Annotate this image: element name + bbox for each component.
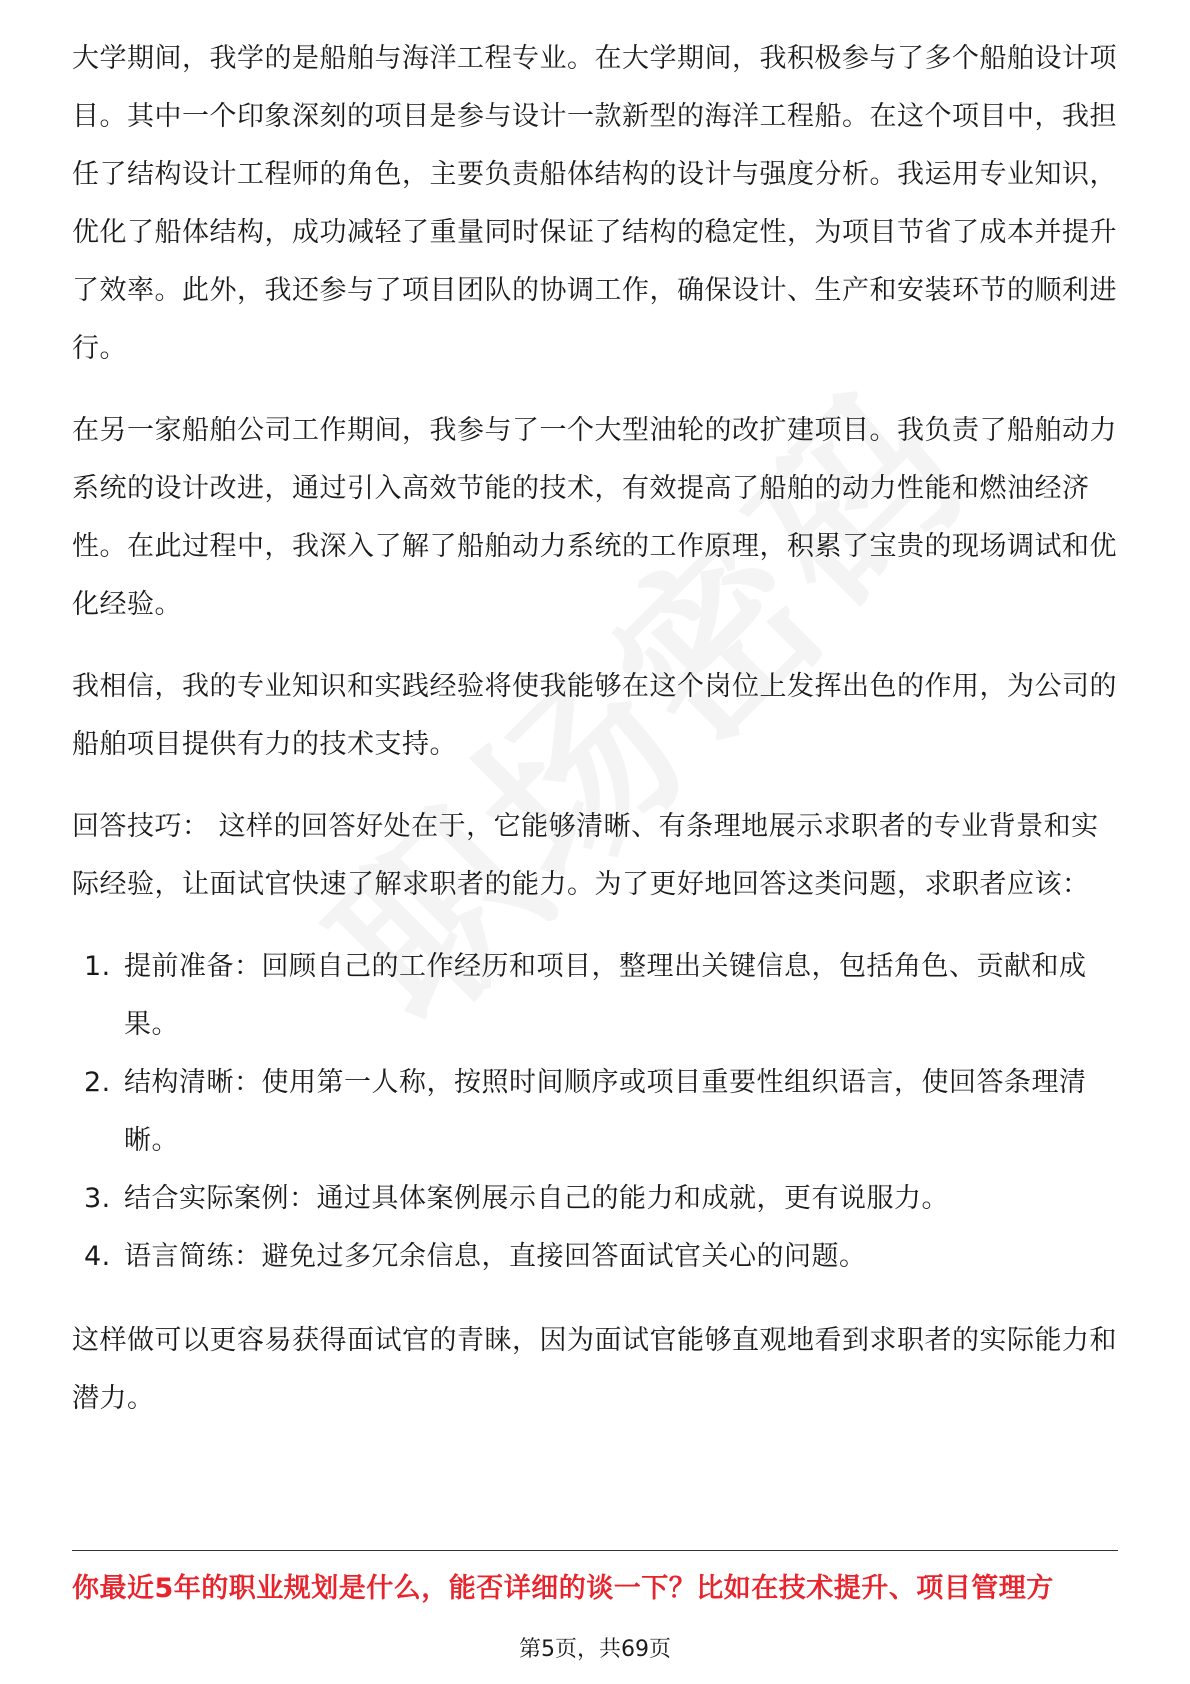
list-item <box>72 938 1118 1054</box>
top-crop-edge <box>0 0 1190 30</box>
list-item <box>72 1228 1118 1286</box>
list-item-number: 3. <box>84 1183 111 1214</box>
list-item-number: 1. <box>84 951 111 982</box>
list-item-text: 提前准备：回顾自己的工作经历和项目，整理出关键信息，包括角色、贡献和成果。 <box>124 951 1087 1040</box>
list-item-text: 结构清晰：使用第一人称，按照时间顺序或项目重要性组织语言，使回答条理清晰。 <box>124 1067 1087 1156</box>
paragraph-tanker-project: 在另一家船舶公司工作期间，我参与了一个大型油轮的改扩建项目。我负责了船舶动力系统的设计改进，通过引入高效节能的技术，有效提高了船舶的动力性能和燃油经济性。在此过程中，我深入了解了船舶动力系统的工作原理，积累了宝贵的现场调试和优化经验。 <box>72 415 1117 620</box>
list-item-text: 语言简练：避免过多冗余信息，直接回答面试官关心的问题。 <box>124 1241 867 1272</box>
section-divider <box>72 1550 1118 1551</box>
page-content <box>72 30 1118 1452</box>
page-number-footer: 第5页，共69页 <box>519 1637 671 1662</box>
tips-list <box>72 938 1118 1286</box>
paragraph-answer-tips: 回答技巧： 这样的回答好处在于，它能够清晰、有条理地展示求职者的专业背景和实际经验，让面试官快速了解求职者的能力。为了更好地回答这类问题，求职者应该： <box>72 811 1099 900</box>
list-item-number: 2. <box>84 1067 111 1098</box>
list-item <box>72 1054 1118 1170</box>
list-item <box>72 1170 1118 1228</box>
next-question-heading: 你最近5年的职业规划是什么，能否详细的谈一下？比如在技术提升、项目管理方 <box>72 1573 1054 1604</box>
paragraph-conclusion: 我相信，我的专业知识和实践经验将使我能够在这个岗位上发挥出色的作用，为公司的船舶项目提供有力的技术支持。 <box>72 671 1117 760</box>
list-item-number: 4. <box>84 1241 111 1272</box>
list-item-text: 结合实际案例：通过具体案例展示自己的能力和成就，更有说服力。 <box>124 1183 949 1214</box>
paragraph-closing: 这样做可以更容易获得面试官的青睐，因为面试官能够直观地看到求职者的实际能力和潜力。 <box>72 1325 1117 1414</box>
paragraph-project-experience: 大学期间，我学的是船舶与海洋工程专业。在大学期间，我积极参与了多个船舶设计项目。其中一个印象深刻的项目是参与设计一款新型的海洋工程船。在这个项目中，我担任了结构设计工程师的角色，主要负责船体结构的设计与强度分析。我运用专业知识，优化了船体结构，成功减轻了重量同时保证了结构的稳定性，为项目节省了成本并提升了效率。此外，我还参与了项目团队的协调工作，确保设计、生产和安装环节的顺利进行。 <box>72 43 1117 364</box>
